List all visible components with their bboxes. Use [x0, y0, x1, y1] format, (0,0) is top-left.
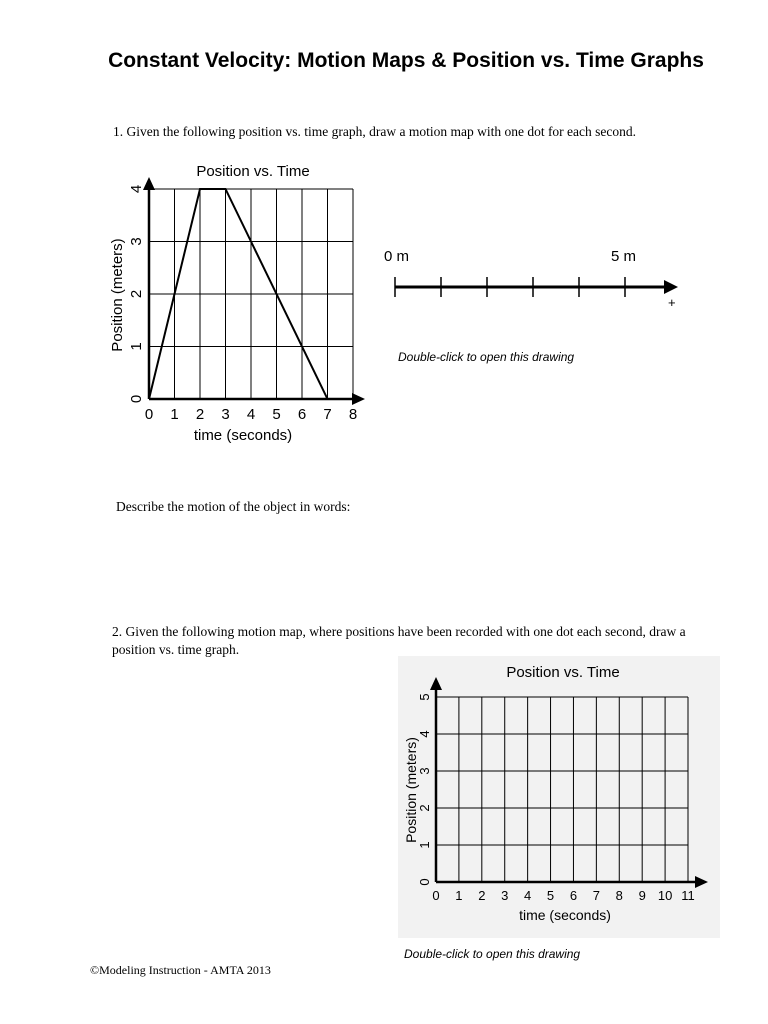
y-tick-label: 0	[417, 878, 432, 886]
footer-copyright: ©Modeling Instruction - AMTA 2013	[90, 963, 271, 977]
y-tick-label: 2	[128, 289, 145, 299]
ruler-end-label: 5 m	[611, 248, 637, 265]
position-time-graph-1	[100, 155, 370, 450]
graph2-ylabel: Position (meters)	[403, 737, 419, 843]
ruler-plus-label: +	[668, 295, 676, 310]
motion-map-ruler	[380, 240, 690, 315]
graph1-ylabel: Position (meters)	[109, 238, 126, 352]
x-tick-label: 4	[524, 888, 532, 903]
x-tick-label: 7	[323, 406, 332, 423]
graph2-xlabel: time (seconds)	[519, 907, 611, 923]
x-tick-label: 7	[592, 888, 600, 903]
y-tick-label: 3	[417, 767, 432, 775]
x-tick-label: 5	[272, 406, 281, 423]
graph1-title: Position vs. Time	[196, 163, 310, 180]
x-tick-label: 9	[638, 888, 646, 903]
x-tick-label: 4	[246, 406, 256, 423]
describe-prompt: Describe the motion of the object in words:	[116, 499, 351, 514]
x-tick-label: 3	[501, 888, 509, 903]
drawing-caption-1[interactable]: Double-click to open this drawing	[398, 350, 575, 364]
y-tick-label: 0	[128, 394, 145, 404]
y-tick-label: 4	[128, 184, 145, 194]
x-tick-label: 3	[221, 406, 230, 423]
question-1-text: 1. Given the following position vs. time graph, draw a motion map with one dot for each second.	[113, 124, 637, 139]
graph1-xlabel: time (seconds)	[193, 427, 293, 444]
y-tick-label: 2	[417, 804, 432, 812]
x-tick-label: 2	[195, 406, 205, 423]
x-tick-label: 1	[455, 888, 463, 903]
x-tick-label: 10	[657, 888, 673, 903]
graph2-title: Position vs. Time	[506, 664, 620, 681]
y-tick-label: 1	[128, 342, 145, 351]
x-tick-label: 6	[569, 888, 578, 903]
drawing-caption-2[interactable]: Double-click to open this drawing	[404, 947, 581, 961]
x-tick-label: 0	[432, 888, 440, 903]
x-tick-label: 5	[546, 888, 555, 903]
y-tick-label: 4	[417, 730, 432, 738]
y-tick-label: 5	[417, 693, 432, 701]
x-tick-label: 8	[348, 406, 358, 423]
ruler-start-label: 0 m	[384, 248, 410, 265]
x-tick-label: 6	[297, 406, 307, 423]
question-2-text: 2. Given the following motion map, where positions have been recorded with one dot each second, draw a position vs. time graph.	[112, 624, 686, 657]
x-tick-label: 0	[144, 406, 154, 423]
x-tick-label: 8	[615, 888, 623, 903]
y-tick-label: 1	[417, 841, 432, 849]
x-tick-label: 11	[681, 888, 695, 903]
x-tick-label: 1	[170, 406, 179, 423]
page-title: Constant Velocity: Motion Maps & Position vs. Time Graphs	[108, 49, 704, 72]
position-time-graph-2[interactable]	[398, 656, 720, 938]
x-tick-label: 2	[478, 888, 486, 903]
y-tick-label: 3	[128, 237, 145, 246]
